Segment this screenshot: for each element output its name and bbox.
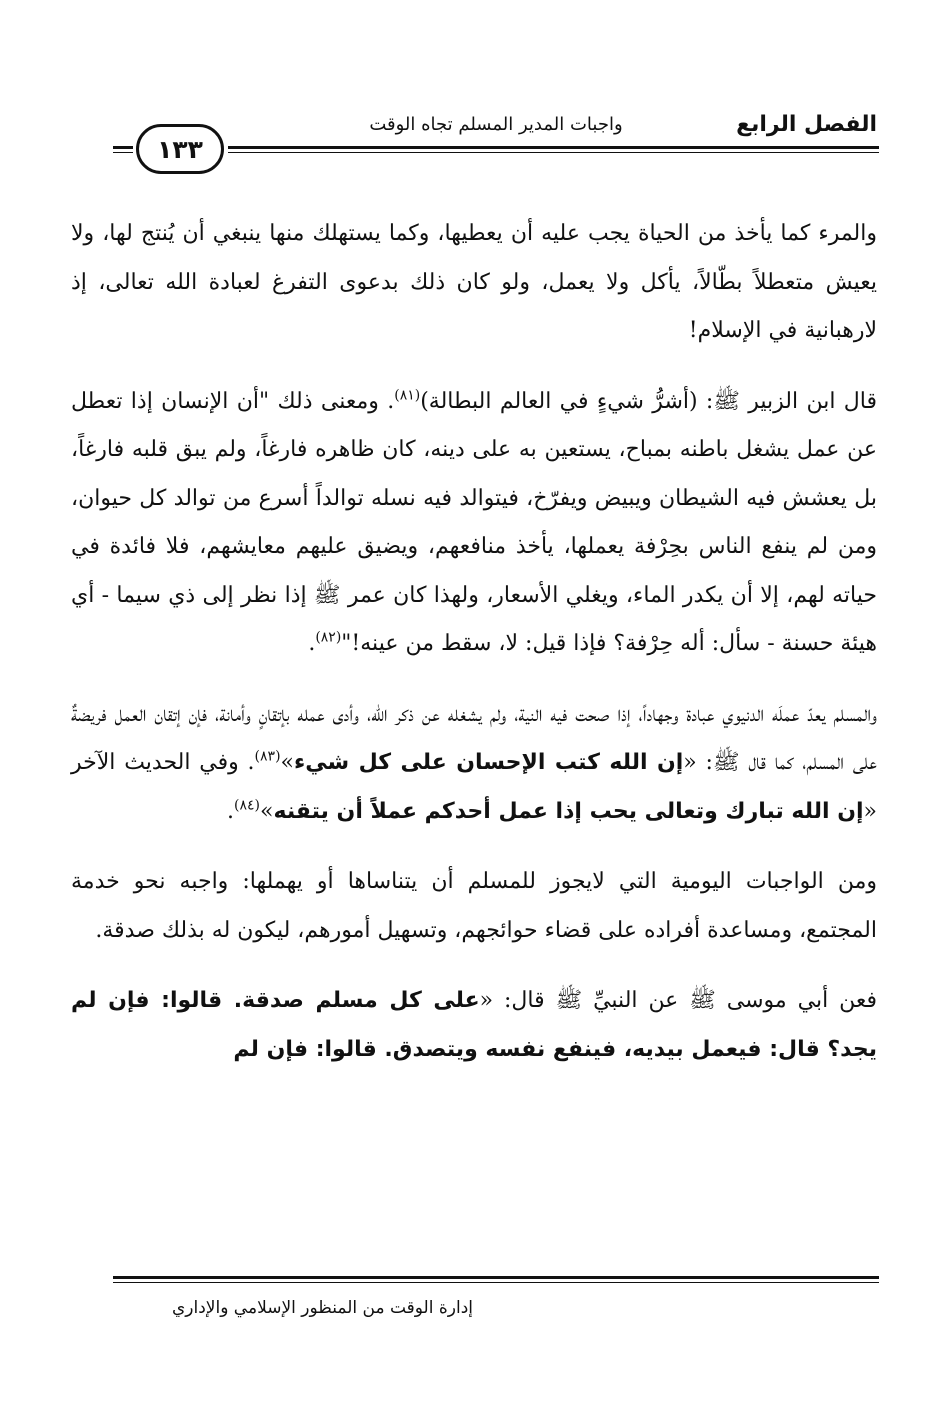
footer-rule-thin (113, 1282, 879, 1283)
running-header-title: واجبات المدير المسلم تجاه الوقت (369, 114, 623, 135)
paragraph-2 (71, 378, 877, 669)
paragraph-text: . ومعنى ذلك "أن الإنسان إذا تعطل عن عمل يشغل باطنه بمباح، يستعين به على دينه، كان ظاهره فارغاً، ولم يبق قلبه فارغاً، بل يعشش فيه الشيطان ويبيض ويفرّخ، فيتوالد فيه نسله توالداً أسرع من توالد كل حيوان، ومن لم ينفع الناس بحِرْفة يعملها، يأخذ منافعهم، ويضيق عليهم معايشهم، فلا فائدة في حياته لهم، إلا أن يكدر الماء، ويغلي الأسعار، ولهذا كان عمر ﷺ إذا نظر إلى ذي سيما - أي هيئة حسنة - سأل: أله حِرْفة؟ فإذا قيل: لا، سقط من عينه!" (71, 388, 877, 656)
footer-book-title: إدارة الوقت من المنظور الإسلامي والإداري (171, 1298, 473, 1318)
footnote-ref: (٨٤) (234, 797, 261, 814)
paragraph-text: » (280, 750, 294, 775)
paragraph-1 (71, 210, 877, 356)
paragraph-text: . (227, 798, 235, 824)
paragraph-text: والمرء كما يأخذ من الحياة يجب عليه أن يعطيها، وكما يستهلك منها ينبغي أن يُنتج لها، ولا يعيش متعطلاً بطّالاً، يأكل ولا يعمل، ولو كان ذلك بدعوى التفرغ لعبادة الله تعالى، إذ لارهبانية في الإسلام! (71, 221, 877, 343)
footnote-ref: (٨١) (394, 387, 421, 404)
footer-rule-thick (113, 1276, 879, 1279)
paragraph-3 (71, 691, 877, 837)
paragraph-text: قال ابن الزبير ﷺ: (أشرُّ شيءٍ في العالم البطالة) (420, 388, 877, 414)
paragraph-text: . (308, 631, 316, 656)
header-rule-left-thin (113, 152, 133, 153)
hadith-quote: إن الله كتب الإحسان على كل شيء (294, 750, 684, 775)
paragraph-text: . وفي الحديث الآخر « (71, 750, 877, 824)
paragraph-text: ومن الواجبات اليومية التي لايجوز للمسلم أن يتناساها أو يهملها: واجبه نحو خدمة المجتمع، ومساعدة أفراده على قضاء حوائجهم، وتسهيل أمورهم، ليكون له بذلك صدقة. (71, 869, 877, 943)
page-number-badge (136, 124, 224, 174)
paragraph-5 (71, 977, 877, 1074)
body-text (71, 210, 877, 1074)
header-rule-thick (228, 146, 879, 149)
paragraph-text: فعن أبي موسى ﷺ عن النبيِّ ﷺ قال: « (479, 988, 877, 1013)
header-rule-left-thick (113, 146, 133, 149)
page-number: ١٣٣ (157, 134, 203, 164)
footnote-ref: (٨٣) (254, 748, 281, 765)
hadith-quote: على كل مسلم صدقة. قالوا: فإن لم يجد؟ قال: فيعمل بيديه، فينفع نفسه ويتصدق. قالوا: فإن لم (71, 988, 877, 1062)
paragraph-text: » (260, 798, 274, 824)
footnote-ref: (٨٢) (315, 629, 342, 646)
chapter-title: الفصل الرابع (736, 112, 877, 137)
header-rule-thin (228, 152, 879, 153)
hadith-quote: إن الله تبارك وتعالى يحب إذا عمل أحدكم عملاً أن يتقنه (273, 798, 864, 824)
paragraph-4 (71, 858, 877, 955)
paragraph-text: والمسلم يعدّ عملَه الدنيوي عبادة وجهاداً، إذا صحت فيه النية، ولم يشغله عن ذكر الله، وأدى عمله بإتقانٍ وأمانة، فإن إتقان العمل فريضةٌ على المسلم، كما قال ﷺ: « (71, 701, 877, 775)
